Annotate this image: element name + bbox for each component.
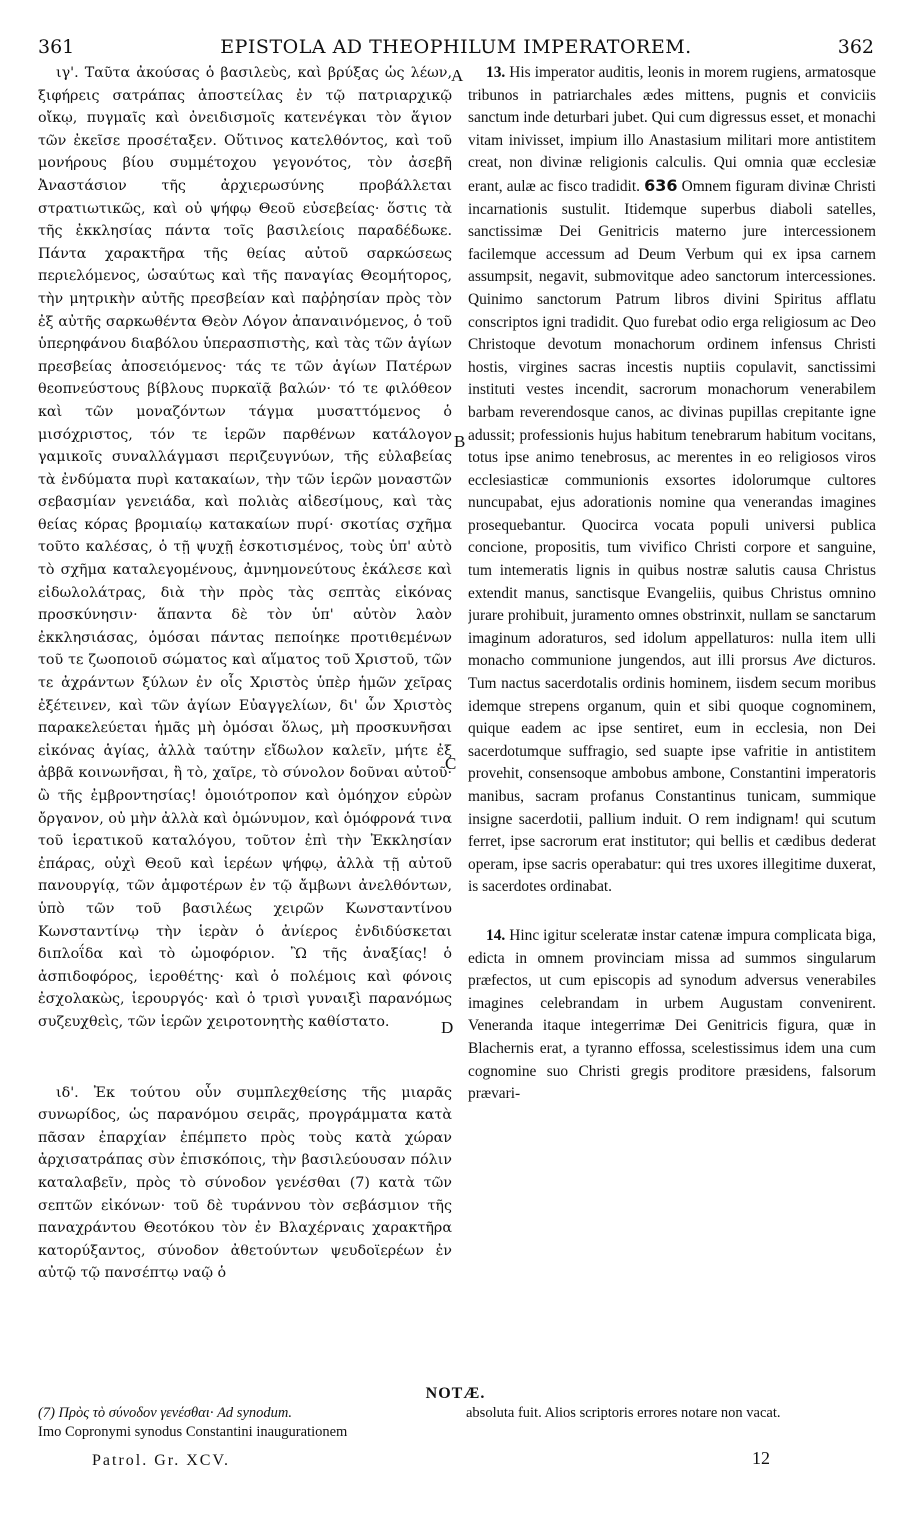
footnote-left [38,1404,452,1442]
greek-paragraph-14: ιδ'. Ἐκ τούτου οὖν συμπλεχθείσης τῆς μιαρᾶς συνωρίδος, ὡς παρανόμου σειρᾶς, προγράμματα κατὰ πᾶσαν ἐπαρχίαν ἐπέμπετο πρὸς τοὺς κατὰ χώραν ἀρχισατράπας σὺν ἐπισκόποις, τὴν βασιλεύουσαν πόλιν καταλαβεῖν, πρὸς τὸ σύνοδον γενέσθαι (7) κατὰ τῶν σεπτῶν εἰκόνων· τοῦ δὲ τυράννου τὸν σεβάσμιον τῆς παναχράντου Θεοτόκου τὸν ἐν Βλαχέρναις χαρακτῆρα κατορύξαντος, σύνοδον ἀθετούντων ψευδοϊερέων ἐν αὐτῷ τῷ πανσέπτῳ ναῷ ὁ [38,1084,452,1282]
margin-marker-c: C [445,754,457,773]
printer-signature: Patrol. Gr. XCV. [92,1452,230,1469]
running-title: EPISTOLA AD THEOPHILUM IMPERATOREM. [220,36,692,58]
latin-text: Hinc igitur sceleratæ instar catenæ impura complicata biga, edicta in omnem provinciam missa ad summos singularum præfectos, ut cum episcopis ad synodum adversus venerabiles imagines celebrandam in urbem Augustam convenirent. Veneranda itaque integerrimæ Dei Genitricis figura, quæ in Blachernis erat, a tyranno effossa, scelestissimus idem una cum cognomine suo Christi gregis proditore præsidens, falsorum prævari- [468,926,876,1103]
latin-text: Omnem figuram divinæ Christi incarnationis sustulit. Itidemque superbus diaboli satelles, sanctissimæ Dei Genitricis materno jure intercessionem facilemque accessum ad Deum Verbum qui ex ipsa carnem assumpsit, negavit, submovitque adeo sanctorum intercessiones. Quinimo sanctorum Patrum libros divini Spiritus afflatu conscriptos igni tradidit. Quo furebat odio erga religiosum ac Deo Christoque devotum monachorum ordinem infensus Christi hostis, virgines sacras incestis nuptiis copulavit, sanctissimi instituti vestes incendit, sacrorum monachorum venerabilem barbam reverendosque canos, ac divinas pupillas crepitante igne adussit; professionis hujus habitum tenebrarum habitum vocitans, totus ipse animo tenebrosus, ac merentes in eo religiosos viros ecclesiasticæ communionis exsortes idolorumque cultores nuncupabat, ejus adorationis nomine qua venerandas imagines prosequebantur. Quocirca vocata populi universi publica concione, propositis, tum vivifico Christi corpore et sanguine, tum intemeratis lignis in quibus nostræ salutis causa Christus extendit manus, sanctisque Evangeliis, quibus Christus omnino jurare prohibuit, juramento omnes obstrinxit, nullam se sanctarum imaginum adoraturos, sed idolum appellaturos: nulla item ulli monacho communione jungendos, aut illi prorsus [468,177,876,670]
page-number-right: 362 [837,36,874,58]
margin-marker-a: A [451,66,464,85]
latin-italic-word: Ave [793,652,816,670]
notes-heading: NOTÆ. [425,1385,486,1402]
footnote-line: absoluta fuit. Alios scriptoris errores notare non vacat. [466,1405,781,1421]
footnote-line: Imo Copronymi synodus Constantini inaugurationem [38,1424,348,1440]
footnote-line: (7) Πρὸς τὸ σύνοδον γενέσθαι· Ad synodum. [38,1405,292,1421]
margin-marker-d: D [441,1018,454,1037]
greek-column [38,62,452,1372]
running-head [38,36,874,64]
margin-marker-b: B [454,432,466,451]
column-number-badge: 636 [644,175,678,195]
latin-text: His imperator auditis, leonis in morem rugiens, armatosque tribunos in patriarchales ædes mittens, pugnis et conviciis sanctum inde deturbari jubet. Qui cum digressus esset, et monachi vitam inivisset, impium illo Anastasium militari more antistitem creat, non divinæ religionis calculis. Qui omnia quæ ecclesiæ erant, aulæ ac fisco tradidit. [468,64,876,195]
latin-text: dicturos. Tum nactus sacerdotalis ordinis hominem, iisdem secum moribus idemque strepens organum, quin et sibi quoque cognominem, quique eadem ac ipse sentiret, eum in ecclesia, non Dei sacerdotumque suffragio, sed suapte ipse vafritie in antistitem provehit, consensoque ambobus ambone, Constantini imperatoris manibus, sacram profanus Constantinus tunicam, summique insigne sacerdotii, pallium induit. O rem indignam! qui scutum ferret, ipse sacrorum erat institutor; qui bellis et cædibus dederat operam, ipse sacris operabatur: qui tres uxores illegitime duxerat, is sacerdotes ordinabat. [468,652,876,896]
paragraph-number: 13. [486,64,506,81]
latin-column [468,62,876,1372]
page-number-left: 361 [38,36,75,58]
greek-paragraph-13: ιγ'. Ταῦτα ἀκούσας ὁ βασιλεὺς, καὶ βρύξας ὡς λέων, ξιφήρεις σατράπας ἀποστείλας ἐν τῷ πατριαρχικῷ οἴκῳ, πυγμαῖς καὶ ὀνειδισμοῖς κατενέγκαι τὸν ἅγιον τῶν ἐκεῖσε προσέταξεν. Οὕτινος κατελθόντος, καὶ τοῦ μονήρους βίου συμμέτοχου γεγονότος, τὸν ἀσεβῆ Ἀναστάσιον τῆς ἀρχιερωσύνης προβάλλεται στρατιωτικῶς, καὶ οὐ ψήφῳ Θεοῦ εὐσεβείας· ὅστις τὰ τῆς ἐκκλησίας πάντα τοῖς βασιλείοις παραδέδωκε. Πάντα χαρακτῆρα τῆς θείας αὐτοῦ σαρκώσεως περιελόμενος, ὡσαύτως καὶ τῆς παναγίας Θεομήτορος, τὴν μητρικὴν αὐτῆς πρεσβείαν καὶ παῤῥησίαν πρὸς τὸν ἐξ αὐτῆς σαρκωθέντα Θεὸν Λόγον ἀπαναινόμενος, ὁ τοῦ ὑπερηφάνου διαβόλου ὑπερασπιστὴς, καὶ τὰς τῶν ἁγίων πρεσβείας ἀποσειόμενος· τάς τε τῶν ἁγίων Πατέρων θεοπνεύστους βίβλους πυρκαϊᾷ βαλών· τό τε φιλόθεον καὶ τῶν μοναζόντων τάγμα μυσαττόμενος ὁ μισόχριστος, τόν τε ἱερῶν παρθένων κατάλογον γαμικοῖς συναλλάγμασι περιζευγνύων, τῆς εὐλαβείας τὰ ἐνδύματα πυρὶ κατακαίων, τὴν τῶν ἱερῶν μοναστῶν σεβασμίαν γενειάδα, καὶ πολιὰς αἰδεσίμους, καὶ τὰς θείας κόρας βρομιαίῳ κατακαίων πυρί· σκοτίας σχῆμα τοῦτο καλέσας, ὁ τῇ ψυχῇ ἐσκοτισμένος, τοὺς ὑπ' αὐτὸ τὸ σχῆμα καταλεγομένους, ἀμνημονεύτους ἐκάλεσε καὶ εἰδωλολάτρας, διὰ τὴν πρὸς τὰς σεπτὰς εἰκόνας προσκύνησιν· ἅπαντα δὲ τὸν ὑπ' αὐτὸν λαὸν ἐκκλησιάσας, ὁμόσαι πάντας πεποίηκε προτιθεμένων τοῦ τε ζωοποιοῦ σώματος καὶ αἵματος τοῦ Χριστοῦ, τῶν τε ἀχράντων ξύλων ἐν οἷς Χριστὸς ὑπὲρ ἡμῶν χεῖρας ἐξέτεινεν, καὶ τῶν ἁγίων Εὐαγγελίων, δι' ὧν Χριστὸς παρακελεύεται ἡμᾶς μὴ ὀμόσαι ὅλως, μὴ προσκυνῆσαι εἰκόνας ἁγίας, ἀλλὰ ταύτην εἴδωλον καλεῖν, μήτε ἐξ ἀββᾶ κοινωνῆσαι, ἢ τὸ, χαῖρε, τὸ σύνολον δοῦναι αὐτοῦ· ὢ τῆς ἐμβροντησίας! ὁμοιότροπον καὶ ὁμόηχον εὑρὼν ὄργανον, οὐ μὴν ἀλλὰ καὶ ὁμώνυμον, καὶ ὁμόφρονά τινα τοῦ ἱερατικοῦ καταλόγου, τοῦτον ἐπὶ τὴν Ἐκκλησίαν ἐπάρας, οὐχὶ Θεοῦ καὶ ἱερέων ψήφῳ, ἀλλὰ τῇ αὐτοῦ πανουργίᾳ, τῶν ἀμφοτέρων ἐν τῷ ἄμβωνι ἀνελθόντων, ὑπὸ τῶν τοῦ βασιλέως χειρῶν Κωνσταντίνου Κωνσταντίνῳ τὴν ἱερὰν ὁ ἀνίερος ἐνδιδύσκεται διπλοΐδα καὶ τὸ ὠμοφόριον. Ὢ τῆς ἀναξίας! ὁ ἀσπιδοφόρος, ἱεροθέτης· καὶ ὁ πολέμοις καὶ φόνοις ἐσχολακὼς, ἱερουργός· καὶ ὁ τρισὶ γυναιξὶ παρανόμως συζευχθεὶς, τῶν ἱερῶν χειροτονητὴς καθίστατο. [38,65,452,1030]
footnote-right [466,1404,876,1423]
latin-paragraph-14 [468,925,876,1106]
sheet-number: 12 [752,1448,770,1468]
paragraph-number: 14. [486,926,506,944]
latin-paragraph-13 [468,62,876,899]
